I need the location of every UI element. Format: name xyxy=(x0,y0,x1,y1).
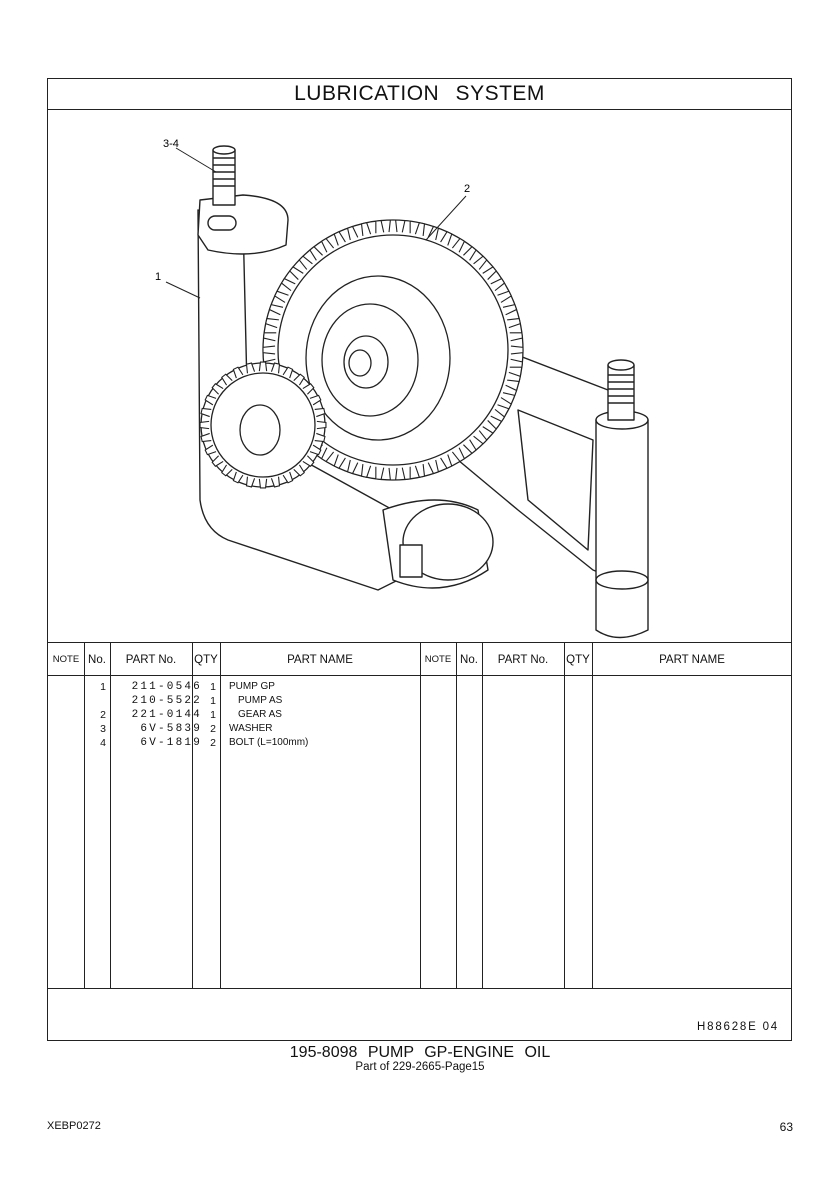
table-row xyxy=(48,708,791,722)
row-no: 4 xyxy=(100,737,106,749)
gear-tooth xyxy=(511,346,523,354)
table-row xyxy=(48,722,791,736)
header-part-name-left: PART NAME xyxy=(287,653,353,666)
gear-tooth xyxy=(389,220,397,232)
row-part-name: WASHER xyxy=(229,723,273,734)
page-frame xyxy=(47,78,792,1041)
pump-drawing xyxy=(48,110,793,642)
header-note-left: NOTE xyxy=(52,654,80,665)
gear-tooth xyxy=(259,362,266,371)
header-no-left: No. xyxy=(88,653,106,666)
parts-table xyxy=(48,642,791,989)
header-no-right: No. xyxy=(460,653,478,666)
table-row xyxy=(48,680,791,694)
row-no: 1 xyxy=(100,681,106,693)
row-qty: 2 xyxy=(210,723,216,735)
top-lug-slot xyxy=(208,216,236,230)
right-stud xyxy=(608,365,634,420)
table-row xyxy=(48,736,791,750)
row-qty: 1 xyxy=(210,681,216,693)
row-part-no: 6V-1819 xyxy=(140,737,202,749)
header-part-no-left: PART No. xyxy=(125,653,177,666)
row-qty: 1 xyxy=(210,695,216,707)
callout-1: 1 xyxy=(155,271,162,283)
callout-2: 2 xyxy=(464,183,471,195)
row-part-no: 211-0546 xyxy=(131,681,202,693)
page-number: 63 xyxy=(779,1120,793,1134)
caption-sub: Part of 229-2665-Page15 xyxy=(355,1061,485,1073)
row-no: 3 xyxy=(100,723,106,735)
gear-tooth xyxy=(200,421,209,428)
row-qty: 1 xyxy=(210,709,216,721)
header-part-name-right: PART NAME xyxy=(659,653,725,666)
gear-tooth xyxy=(263,346,275,354)
header-qty-right: QTY xyxy=(566,653,590,666)
leader-3-4 xyxy=(176,148,216,172)
row-part-no: 6V-5839 xyxy=(140,723,202,735)
small-gear xyxy=(200,362,326,488)
row-qty: 2 xyxy=(210,737,216,749)
header-part-no-right: PART No. xyxy=(497,653,549,666)
row-part-name: GEAR AS xyxy=(238,709,282,720)
doc-code: XEBP0272 xyxy=(47,1120,101,1132)
header-note-right: NOTE xyxy=(424,654,452,665)
leader-1 xyxy=(166,282,200,298)
row-part-no: 221-0144 xyxy=(131,709,202,721)
page-title-bar xyxy=(48,79,791,110)
callout-3-4: 3-4 xyxy=(163,138,179,150)
table-row xyxy=(48,694,791,708)
exploded-view-figure xyxy=(48,110,791,642)
row-part-name: PUMP GP xyxy=(229,681,275,692)
gear-tooth xyxy=(317,421,326,428)
right-sleeve xyxy=(596,420,648,638)
gear-tooth xyxy=(259,479,266,488)
gear-tooth xyxy=(389,468,397,480)
caption-main: 195-8098 PUMP GP-ENGINE OIL xyxy=(289,1044,551,1061)
illustration-code: H88628E 04 xyxy=(697,1021,779,1033)
row-part-name: PUMP AS xyxy=(238,695,283,706)
row-part-no: 210-5522 xyxy=(131,695,202,707)
row-part-name: BOLT (L=100mm) xyxy=(229,737,309,748)
page-title: LUBRICATION SYSTEM xyxy=(294,82,545,105)
row-no: 2 xyxy=(100,709,106,721)
header-qty-left: QTY xyxy=(194,653,218,666)
